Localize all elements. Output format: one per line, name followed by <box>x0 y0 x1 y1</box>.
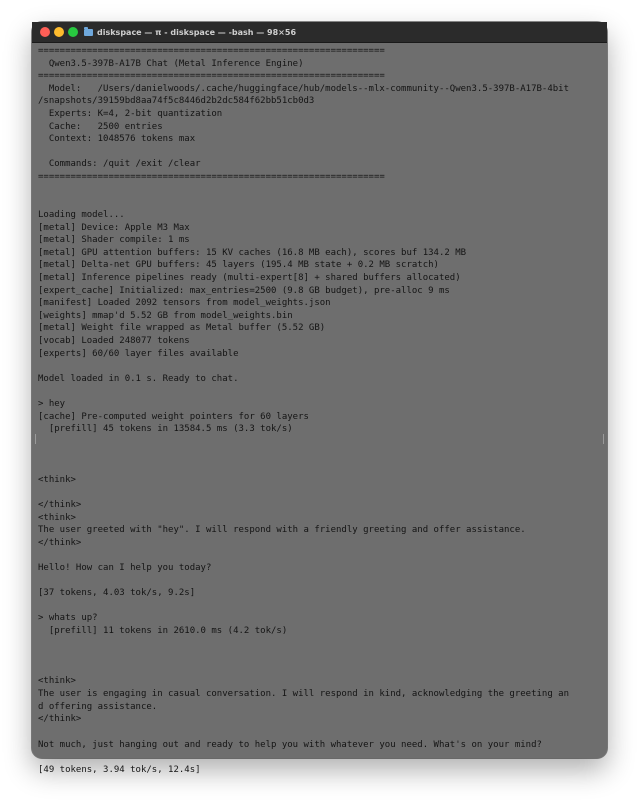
terminal-line: [metal] Inference pipelines ready (multi-expert[8] + shared buffers allocated) <box>38 272 461 283</box>
terminal-line <box>38 385 601 398</box>
terminal-line: <think> <box>38 512 76 523</box>
terminal-line: [49 tokens, 3.94 tok/s, 12.4s] <box>38 764 201 775</box>
terminal-line: [metal] Delta-net GPU buffers: 45 layers (195.4 MB state + 0.2 MB scratch) <box>38 260 439 271</box>
terminal-line: [prefill] 11 tokens in 2610.0 ms (4.2 tok/s) <box>38 626 288 637</box>
maximize-button[interactable] <box>68 27 78 37</box>
terminal-line <box>38 486 601 499</box>
terminal-line: [vocab] Loaded 248077 tokens <box>38 336 190 347</box>
terminal-line: > whats up? <box>38 613 98 624</box>
terminal-line: Hello! How can I help you today? <box>38 562 212 573</box>
terminal-line: Model loaded in 0.1 s. Ready to chat. <box>38 373 239 384</box>
terminal-line <box>38 638 601 651</box>
terminal-line <box>38 549 601 562</box>
terminal-line: <think> <box>38 474 76 485</box>
terminal-line: [metal] Device: Apple M3 Max <box>38 222 190 233</box>
terminal-line <box>38 360 601 373</box>
terminal-line: > hey <box>38 399 66 410</box>
terminal-line <box>38 600 601 613</box>
terminal-line: Loading model... <box>38 209 125 220</box>
terminal-line <box>38 726 601 739</box>
terminal-line: ================================================================ <box>38 71 385 82</box>
terminal-line: Model: /Users/danielwoods/.cache/huggingface/hub/models--mlx-community--Qwen3.5-397B-A17B-4bit <box>38 83 570 94</box>
terminal-line <box>38 575 601 588</box>
terminal-line <box>38 184 601 197</box>
terminal-line: [experts] 60/60 layer files available <box>38 348 239 359</box>
terminal-line: </think> <box>38 537 82 548</box>
terminal-line: The user is engaging in casual conversation. I will respond in kind, acknowledging the greeting an <box>38 689 570 700</box>
terminal-line <box>38 146 601 159</box>
terminal-line: Cache: 2500 entries <box>38 121 163 132</box>
terminal-line: [metal] Shader compile: 1 ms <box>38 235 190 246</box>
terminal-line: [expert_cache] Initialized: max_entries=2500 (9.8 GB budget), pre-alloc 9 ms <box>38 285 450 296</box>
terminal-window <box>32 22 607 775</box>
terminal-line <box>38 751 601 764</box>
terminal-line: </think> <box>38 499 82 510</box>
title-bar[interactable] <box>32 22 607 43</box>
terminal-line: [manifest] Loaded 2092 tensors from model_weights.json <box>38 298 331 309</box>
window-title-text: diskspace — π - diskspace — -bash — 98×56 <box>97 27 297 37</box>
scroll-indicator-right[interactable] <box>603 434 604 444</box>
terminal-line: Commands: /quit /exit /clear <box>38 159 201 170</box>
terminal-output[interactable] <box>38 45 601 776</box>
terminal-line <box>38 449 601 462</box>
terminal-line: ================================================================ <box>38 172 385 183</box>
terminal-line: [cache] Pre-computed weight pointers for 60 layers <box>38 411 309 422</box>
terminal-line <box>38 461 601 474</box>
terminal-line <box>38 650 601 663</box>
terminal-line: d offering assistance. <box>38 701 158 712</box>
terminal-line: [metal] Weight file wrapped as Metal buffer (5.52 GB) <box>38 323 326 334</box>
terminal-line: [37 tokens, 4.03 tok/s, 9.2s] <box>38 588 196 599</box>
terminal-line: [prefill] 45 tokens in 13584.5 ms (3.3 tok/s) <box>38 424 293 435</box>
terminal-line <box>38 663 601 676</box>
terminal-line: Not much, just hanging out and ready to help you with whatever you need. What's on your mind? <box>38 739 542 750</box>
terminal-line: /snapshots/39159bd8aa74f5c8446d2b2dc584f62bb51cb0d3 <box>38 96 315 107</box>
window-title <box>84 25 296 39</box>
terminal-line: [metal] GPU attention buffers: 15 KV caches (16.8 MB each), scores buf 134.2 MB <box>38 247 467 258</box>
terminal-line: Context: 1048576 tokens max <box>38 134 196 145</box>
terminal-line: ================================================================ <box>38 46 385 56</box>
terminal-line <box>38 196 601 209</box>
terminal-line <box>38 436 601 449</box>
terminal-line: <think> <box>38 676 76 687</box>
minimize-button[interactable] <box>54 27 64 37</box>
terminal-line: [weights] mmap'd 5.52 GB from model_weights.bin <box>38 310 293 321</box>
scroll-indicator-left <box>35 434 36 444</box>
terminal-line: </think> <box>38 714 82 725</box>
terminal-line: Qwen3.5-397B-A17B Chat (Metal Inference Engine) <box>38 58 304 69</box>
terminal-line: Experts: K=4, 2-bit quantization <box>38 109 223 120</box>
close-button[interactable] <box>40 27 50 37</box>
folder-icon <box>84 29 93 36</box>
terminal-line: The user greeted with "hey". I will respond with a friendly greeting and offer assistance. <box>38 525 526 536</box>
